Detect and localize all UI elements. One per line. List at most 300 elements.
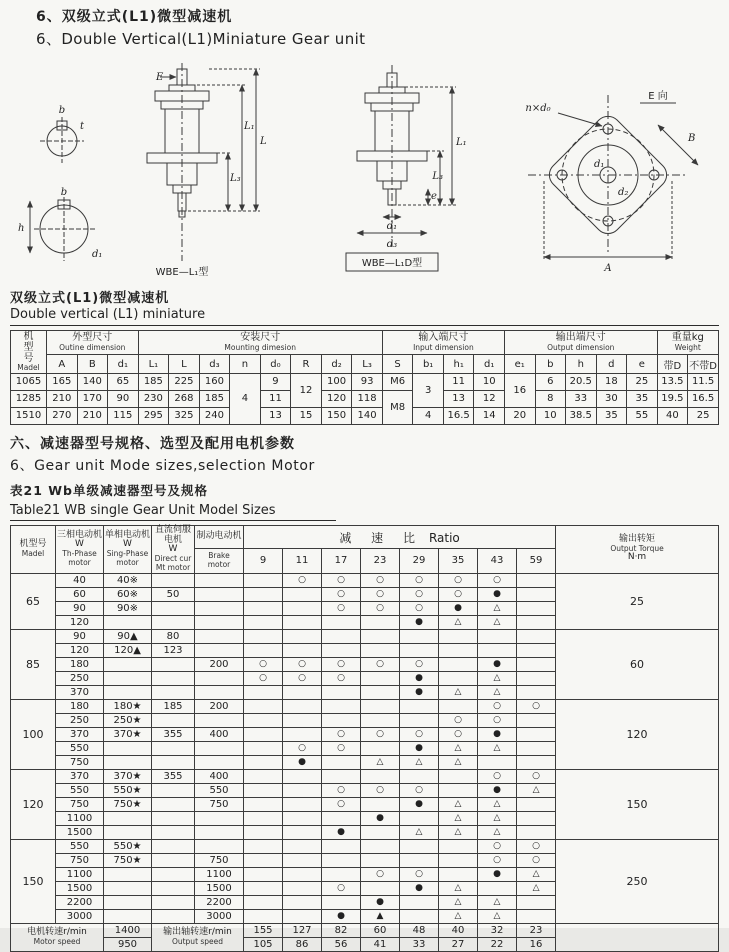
dim-value: 270 — [47, 407, 78, 424]
dim-label-d1: d₁ — [92, 249, 103, 260]
power-value — [152, 867, 195, 881]
dim-value: 140 — [352, 407, 383, 424]
dim-value: 11 — [260, 390, 291, 407]
output-speed-value: 127 — [283, 923, 322, 937]
ratio-mark — [517, 895, 556, 909]
ratio-mark — [400, 895, 439, 909]
dim-value: 16 — [504, 373, 535, 407]
power-value: 90 — [56, 629, 104, 643]
ratio-mark — [244, 839, 283, 853]
ratio-mark: ○ — [517, 853, 556, 867]
power-value — [195, 643, 244, 657]
ratio-mark: △ — [478, 825, 517, 839]
dim-header-group: 重量kg Weight — [657, 331, 718, 355]
ratio-mark: △ — [439, 881, 478, 895]
output-speed-value: 86 — [283, 937, 322, 951]
dim-value: 4 — [413, 407, 444, 424]
divider — [10, 325, 719, 326]
ratio-mark — [244, 573, 283, 587]
dim-label-L3: L₃ — [432, 171, 443, 182]
table21-title-en: Table21 WB single Gear Unit Model Sizes — [10, 503, 336, 521]
power-value — [104, 755, 152, 769]
power-value — [152, 825, 195, 839]
power-value: 370 — [56, 685, 104, 699]
ratio-mark: △ — [478, 811, 517, 825]
dim-header-model: 机型号 Madel — [11, 331, 47, 374]
dim-value: 16.5 — [688, 390, 719, 407]
motor-speed-value: 1400 — [104, 923, 152, 937]
ratio-mark — [283, 699, 322, 713]
power-value — [152, 741, 195, 755]
power-value: 40※ — [104, 573, 152, 587]
ratio-mark — [283, 797, 322, 811]
ratio-mark — [322, 769, 361, 783]
ratio-mark — [517, 713, 556, 727]
ratio-mark: ○ — [478, 853, 517, 867]
motor-speed-label: 电机转速r/min Motor speed — [11, 923, 104, 951]
ratio-mark: ○ — [400, 783, 439, 797]
ratio-mark — [283, 895, 322, 909]
power-value — [152, 811, 195, 825]
ratio-mark — [517, 741, 556, 755]
dim-value: 240 — [199, 407, 230, 424]
ratio-mark — [517, 909, 556, 923]
dim-label-L1: L₁ — [244, 121, 255, 132]
ratio-mark — [439, 699, 478, 713]
torque-header: 输出转矩 Output Torque N·m — [556, 525, 719, 573]
power-value: 550 — [56, 783, 104, 797]
ratio-mark: ○ — [400, 587, 439, 601]
dim-value: 55 — [627, 407, 658, 424]
shaft-key-section-bottom — [30, 197, 96, 261]
technical-drawings — [10, 49, 719, 281]
power-value: 400 — [195, 727, 244, 741]
power-value: 120▲ — [104, 643, 152, 657]
ratio-mark — [244, 685, 283, 699]
ratio-mark — [361, 671, 400, 685]
ratio-mark — [283, 685, 322, 699]
ratio-mark — [517, 755, 556, 769]
ratio-mark — [283, 769, 322, 783]
e-view-label: E 向 — [648, 91, 668, 102]
miniature-heading-cn: 双级立式(L1)微型减速机 — [10, 291, 170, 306]
ratio-mark — [244, 895, 283, 909]
ratio-mark — [283, 727, 322, 741]
ratio-mark: ● — [478, 867, 517, 881]
dim-subheader: b₁ — [413, 355, 444, 373]
ratio-mark — [322, 629, 361, 643]
ratio-mark: ○ — [322, 741, 361, 755]
ratio-mark — [517, 615, 556, 629]
ratio-mark: ○ — [400, 657, 439, 671]
dim-subheader: L₃ — [352, 355, 383, 373]
ratio-mark: △ — [478, 895, 517, 909]
ratio-mark: △ — [439, 615, 478, 629]
motor-header-brake: 制动电动机 — [195, 525, 244, 549]
motor-header: 三相电动机 W Th-Phase motor — [56, 525, 104, 573]
wbe-l1d-front-view — [346, 65, 456, 271]
dim-value: 3 — [413, 373, 444, 407]
dim-value: 25 — [688, 407, 719, 424]
ratio-mark — [517, 601, 556, 615]
dim-value: 165 — [47, 373, 78, 390]
ratio-mark: ○ — [400, 573, 439, 587]
power-value: 550 — [56, 839, 104, 853]
ratio-mark: △ — [439, 811, 478, 825]
dim-label-t: t — [80, 121, 85, 132]
ratio-mark: △ — [478, 685, 517, 699]
power-value — [152, 615, 195, 629]
motor-header-brake-en: Brake motor — [195, 549, 244, 573]
dim-subheader: B — [77, 355, 108, 373]
dim-value: 120 — [321, 390, 352, 407]
output-speed-value: 82 — [322, 923, 361, 937]
ratio-mark: △ — [517, 867, 556, 881]
power-value — [152, 853, 195, 867]
power-value — [152, 839, 195, 853]
power-value — [104, 825, 152, 839]
dim-value: 10 — [535, 407, 566, 424]
dim-value: 140 — [77, 373, 108, 390]
power-value: 120 — [56, 643, 104, 657]
dim-label-E: E — [156, 72, 164, 83]
power-value: 370★ — [104, 769, 152, 783]
ratio-mark — [361, 881, 400, 895]
torque-value: 250 — [556, 839, 719, 923]
miniature-heading-en: Double vertical (L1) miniature — [10, 307, 206, 322]
dim-value: 10 — [474, 373, 505, 390]
ratio-mark: △ — [439, 741, 478, 755]
power-value: 60 — [56, 587, 104, 601]
ratio-mark: ○ — [283, 741, 322, 755]
ratio-mark: ○ — [322, 671, 361, 685]
ratio-mark — [244, 699, 283, 713]
power-value: 1100 — [56, 867, 104, 881]
dim-value: 210 — [47, 390, 78, 407]
ratio-mark — [439, 769, 478, 783]
dim-value: 13 — [260, 407, 291, 424]
dim-value: 30 — [596, 390, 627, 407]
torque-value: 120 — [556, 699, 719, 769]
dim-value: 25 — [627, 373, 658, 390]
dim-value: 185 — [138, 373, 169, 390]
dim-subheader: A — [47, 355, 78, 373]
ratio-mark: ○ — [322, 727, 361, 741]
output-speed-value: 32 — [478, 923, 517, 937]
dim-value: 1510 — [11, 407, 47, 424]
power-value: 90▲ — [104, 629, 152, 643]
dim-label-A: A — [604, 263, 612, 274]
ratio-mark: ● — [283, 755, 322, 769]
model-number: 65 — [11, 573, 56, 629]
model-number: 120 — [11, 769, 56, 839]
ratio-mark — [400, 811, 439, 825]
dim-value: 11 — [443, 373, 474, 390]
ratio-mark — [283, 839, 322, 853]
page-header — [10, 6, 719, 49]
power-value — [104, 881, 152, 895]
power-value: 90 — [56, 601, 104, 615]
ratio-mark — [283, 867, 322, 881]
power-value — [152, 657, 195, 671]
ratio-mark — [439, 629, 478, 643]
dim-label-h: h — [18, 223, 25, 234]
output-speed-value: 22 — [478, 937, 517, 951]
power-value — [104, 811, 152, 825]
power-value — [104, 615, 152, 629]
power-value: 550 — [195, 783, 244, 797]
power-value: 180★ — [104, 699, 152, 713]
dim-value: 210 — [77, 407, 108, 424]
dim-value: 8 — [535, 390, 566, 407]
power-value: 550★ — [104, 839, 152, 853]
ratio-mark: △ — [439, 797, 478, 811]
power-value: 750 — [56, 755, 104, 769]
power-value — [152, 713, 195, 727]
power-value: 750★ — [104, 797, 152, 811]
ratio-mark: ● — [400, 615, 439, 629]
ratio-mark — [244, 601, 283, 615]
ratio-mark — [517, 797, 556, 811]
ratio-mark — [322, 643, 361, 657]
power-value: 80 — [152, 629, 195, 643]
ratio-value: 59 — [517, 549, 556, 573]
power-value: 123 — [152, 643, 195, 657]
ratio-mark: ○ — [478, 713, 517, 727]
ratio-mark — [478, 881, 517, 895]
power-value — [152, 601, 195, 615]
ratio-mark: ○ — [478, 839, 517, 853]
power-value — [152, 783, 195, 797]
ratio-mark — [361, 741, 400, 755]
dim-label-d3: d₃ — [386, 239, 398, 250]
wbe-l1-front-view — [147, 63, 260, 261]
power-value: 200 — [195, 657, 244, 671]
ratio-mark: △ — [517, 783, 556, 797]
dim-value: 1065 — [11, 373, 47, 390]
power-value: 750 — [56, 797, 104, 811]
ratio-mark — [283, 601, 322, 615]
ratio-mark — [439, 657, 478, 671]
dim-value: 13.5 — [657, 373, 688, 390]
model-number: 150 — [11, 839, 56, 923]
ratio-mark — [517, 685, 556, 699]
power-value — [104, 657, 152, 671]
ratio-mark — [517, 811, 556, 825]
dim-header-group: 安装尺寸 Mounting dimesion — [138, 331, 382, 355]
ratio-mark: ○ — [478, 573, 517, 587]
ratio-mark — [244, 825, 283, 839]
torque-value: 60 — [556, 629, 719, 699]
ratio-mark: △ — [400, 755, 439, 769]
power-value: 3000 — [195, 909, 244, 923]
power-value: 3000 — [56, 909, 104, 923]
ratio-mark: ○ — [322, 601, 361, 615]
ratio-mark — [244, 713, 283, 727]
dim-label-d2: d₂ — [618, 187, 629, 198]
ratio-mark — [283, 629, 322, 643]
power-value — [195, 615, 244, 629]
ratio-mark — [439, 671, 478, 685]
output-speed-value: 56 — [322, 937, 361, 951]
ratio-mark: ○ — [400, 601, 439, 615]
ratio-value: 11 — [283, 549, 322, 573]
output-speed-value: 16 — [517, 937, 556, 951]
page-title-en: 6、Double Vertical(L1)Miniature Gear unit — [36, 30, 366, 48]
ratio-mark — [283, 811, 322, 825]
power-value: 60※ — [104, 587, 152, 601]
ratio-mark — [322, 811, 361, 825]
ratio-mark — [517, 825, 556, 839]
motor-header: 单相电动机 W Sing-Phase motor — [104, 525, 152, 573]
dim-label-nd0: n×d₀ — [525, 103, 551, 114]
dim-label-b: b — [58, 105, 66, 116]
ratio-mark — [361, 769, 400, 783]
dim-subheader: h — [566, 355, 597, 373]
power-value: 355 — [152, 769, 195, 783]
ratio-mark: ○ — [322, 573, 361, 587]
power-value — [104, 867, 152, 881]
power-value: 370★ — [104, 727, 152, 741]
ratio-mark — [283, 853, 322, 867]
ratio-mark — [400, 643, 439, 657]
ratio-mark — [361, 615, 400, 629]
output-speed-value: 60 — [361, 923, 400, 937]
ratio-mark: ○ — [361, 657, 400, 671]
power-value: 250 — [56, 713, 104, 727]
ratio-mark: ● — [478, 657, 517, 671]
ratio-mark — [244, 629, 283, 643]
ratio-mark — [439, 783, 478, 797]
dim-subheader: b — [535, 355, 566, 373]
power-value: 250 — [56, 671, 104, 685]
output-speed-value: 27 — [439, 937, 478, 951]
power-value — [195, 629, 244, 643]
ratio-mark: ○ — [244, 657, 283, 671]
dim-label-B: B — [688, 133, 696, 144]
model-number: 100 — [11, 699, 56, 769]
ratio-mark — [283, 587, 322, 601]
ratio-mark — [439, 867, 478, 881]
ratio-mark: △ — [478, 797, 517, 811]
dim-subheader: d₁ — [108, 355, 139, 373]
dim-value: 15 — [291, 407, 322, 424]
power-value: 1100 — [56, 811, 104, 825]
ratio-mark — [283, 825, 322, 839]
ratio-mark: ○ — [283, 573, 322, 587]
ratio-mark — [361, 685, 400, 699]
ratio-mark: ● — [439, 601, 478, 615]
dim-value: 225 — [169, 373, 200, 390]
ratio-mark: ● — [400, 741, 439, 755]
power-value: 355 — [152, 727, 195, 741]
power-value — [104, 895, 152, 909]
ratio-mark: ● — [361, 811, 400, 825]
dim-subheader: d₃ — [199, 355, 230, 373]
output-speed-value: 23 — [517, 923, 556, 937]
power-value: 90※ — [104, 601, 152, 615]
model-header: 机型号 Madel — [11, 525, 56, 573]
ratio-mark: ○ — [400, 867, 439, 881]
ratio-mark — [322, 755, 361, 769]
ratio-mark: △ — [517, 881, 556, 895]
ratio-mark — [322, 713, 361, 727]
ratio-mark: ○ — [361, 587, 400, 601]
motor-header: 直流伺服电机 W Direct cur Mt motor — [152, 525, 195, 573]
motor-speed-value: 950 — [104, 937, 152, 951]
ratio-mark — [244, 769, 283, 783]
power-value — [104, 685, 152, 699]
power-value — [152, 755, 195, 769]
ratio-mark — [244, 811, 283, 825]
ratio-mark: ● — [361, 895, 400, 909]
ratio-mark — [244, 741, 283, 755]
wbe-l1d-label: WBE—L₁D型 — [361, 258, 423, 269]
ratio-mark: ○ — [361, 573, 400, 587]
ratio-mark — [322, 853, 361, 867]
ratio-mark — [478, 755, 517, 769]
ratio-mark — [439, 853, 478, 867]
ratio-mark: ○ — [283, 657, 322, 671]
empty-cell — [556, 923, 719, 951]
ratio-mark: ○ — [439, 587, 478, 601]
dim-value: 16.5 — [443, 407, 474, 424]
dim-value: 35 — [596, 407, 627, 424]
ratio-mark: △ — [439, 755, 478, 769]
power-value: 750 — [195, 853, 244, 867]
dim-value: 18 — [596, 373, 627, 390]
ratio-mark — [244, 783, 283, 797]
ratio-mark: △ — [439, 825, 478, 839]
dim-label-d1: d₁ — [594, 159, 605, 170]
ratio-mark — [361, 713, 400, 727]
ratio-mark: ○ — [439, 573, 478, 587]
ratio-mark: ○ — [400, 727, 439, 741]
dim-value: 12 — [474, 390, 505, 407]
selection-heading-en: 6、Gear unit Mode sizes,selection Motor — [10, 457, 315, 474]
dim-value: 6 — [535, 373, 566, 390]
power-value: 400 — [195, 769, 244, 783]
ratio-mark: △ — [478, 741, 517, 755]
power-value — [104, 671, 152, 685]
power-value — [195, 601, 244, 615]
ratio-mark: ○ — [244, 671, 283, 685]
ratio-mark — [517, 671, 556, 685]
dim-label-L1: L₁ — [456, 137, 467, 148]
power-value — [195, 573, 244, 587]
power-value — [152, 671, 195, 685]
power-value — [152, 685, 195, 699]
selection-section-heading — [10, 433, 719, 521]
power-value — [195, 811, 244, 825]
ratio-mark — [361, 839, 400, 853]
ratio-mark — [322, 685, 361, 699]
page-title-cn: 6、双级立式(L1)微型减速机 — [36, 9, 233, 25]
torque-value: 25 — [556, 573, 719, 629]
ratio-mark: ○ — [478, 699, 517, 713]
power-value — [195, 839, 244, 853]
ratio-mark — [244, 755, 283, 769]
dim-subheader: 不带D — [688, 355, 719, 373]
dim-subheader: L₁ — [138, 355, 169, 373]
dim-subheader: e₁ — [504, 355, 535, 373]
power-value: 1500 — [56, 881, 104, 895]
power-value: 185 — [152, 699, 195, 713]
ratio-mark — [400, 629, 439, 643]
dim-value: 40 — [657, 407, 688, 424]
shaft-key-section-top — [40, 117, 84, 163]
power-value: 1500 — [56, 825, 104, 839]
